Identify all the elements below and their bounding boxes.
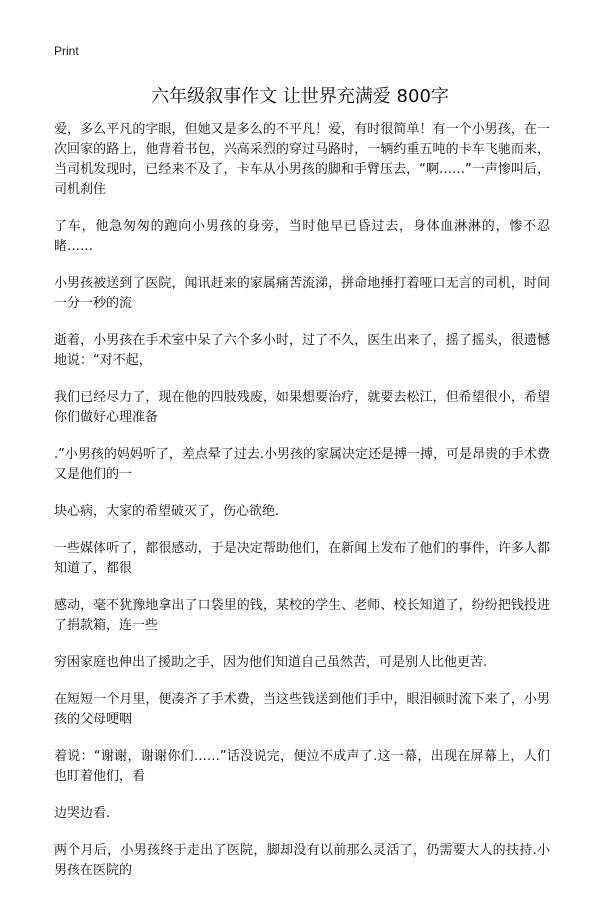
- paragraph: 边哭边看.: [54, 806, 111, 821]
- paragraph: 两个月后，小男孩终于走出了医院，脚却没有以前那么灵活了，仍需要大人的扶持.小男孩在医院的: [54, 843, 550, 878]
- paragraph: 小男孩被送到了医院，闻讯赶来的家属痛苦流涕，拼命地捶打着哑口无言的司机，时间一分一秒的流: [54, 276, 550, 311]
- page-title: 六年级叙事作文 让世界充满爱 800字: [151, 86, 449, 107]
- paragraph: 在短短一个月里，便凑齐了手术费，当这些钱送到他们手中，眼泪顿时流下来了，小男孩的父母哽咽: [54, 692, 550, 727]
- paragraph: 感动，毫不犹豫地拿出了口袋里的钱，某校的学生、老师、校长知道了，纷纷把钱投进了捐款箱，连一些: [54, 598, 550, 633]
- paragraph: 穷困家庭也伸出了援助之手，因为他们知道自己虽然苦，可是别人比他更苦.: [54, 655, 488, 670]
- paragraph: 了车，他急匆匆的跑向小男孩的身旁，当时他早已昏过去，身体血淋淋的，惨不忍睹……: [54, 219, 550, 254]
- print-label: Print: [54, 44, 79, 58]
- paragraph: 逝着，小男孩在手术室中呆了六个多小时，过了不久，医生出来了，摇了摇头，很遗憾地说：“对不起，: [54, 333, 550, 368]
- paragraph: 我们已经尽力了，现在他的四肢残废，如果想要治疗，就要去松江，但希望很小，希望你们做好心理准备: [54, 390, 550, 425]
- paragraph: 一些媒体听了，都很感动，于是决定帮助他们，在新闻上发布了他们的事件，许多人都知道了，都很: [54, 541, 550, 576]
- paragraph: 着说：“谢谢，谢谢你们……”话没说完，便泣不成声了.这一幕，出现在屏幕上，人们也盯着他们，看: [54, 749, 550, 784]
- paragraph: 爱，多么平凡的字眼，但她又是多么的不平凡！爱，有时很简单！有一个小男孩，在一次回家的路上，他背着书包，兴高采烈的穿过马路时，一辆约重五吨的卡车飞驰而来，当司机发现时，已经来不及了，卡车从小男孩的脚和手臂压去，“啊……”一声惨叫后，司机刹住: [54, 122, 550, 197]
- paragraph: 块心病，大家的希望破灭了，伤心欲绝.: [54, 504, 280, 519]
- essay-body: [54, 120, 550, 898]
- paragraph: .”小男孩的妈妈听了，差点晕了过去.小男孩的家属决定还是搏一搏，可是昂贵的手术费又是他们的一: [54, 447, 551, 482]
